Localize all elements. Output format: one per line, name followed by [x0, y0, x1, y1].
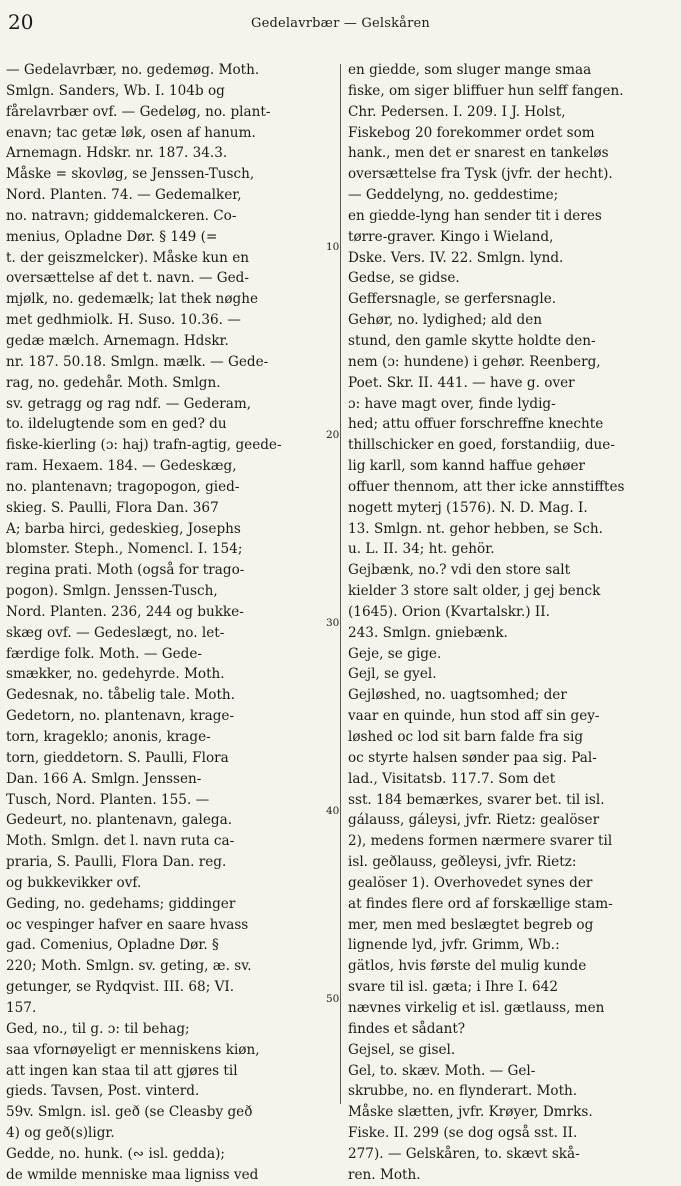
- text-line: Fiskebog 20 forekommer ordet som: [348, 124, 595, 141]
- text-line: oversættelse fra Tysk (jvfr. der hecht).: [348, 166, 613, 183]
- text-line: en giedde-lyng han sender tit i deres: [348, 207, 602, 224]
- text-line: 157.: [6, 999, 37, 1016]
- text-line: no. plantenavn; tragopogon, gied-: [6, 478, 240, 495]
- right-column: [348, 60, 670, 1186]
- text-line: blomster. Steph., Nomencl. I. 154;: [6, 541, 243, 558]
- text-line: en giedde, som sluger mange smaa: [348, 62, 592, 78]
- text-line: Tusch, Nord. Planten. 155. —: [6, 791, 210, 808]
- text-line: Ged, no., til g. ɔ: til behag;: [6, 1020, 190, 1037]
- text-line: u. L. II. 34; ht. gehör.: [348, 541, 495, 558]
- running-head: Gedelavrbær — Gelskåren: [251, 16, 430, 31]
- text-line: ram. Hexaem. 184. — Gedeskæg,: [6, 458, 237, 475]
- text-line: pogon). Smlgn. Jenssen-Tusch,: [6, 583, 218, 600]
- text-line: gedæ mælch. Arnemagn. Hdskr.: [6, 332, 229, 349]
- text-line: — Gedelavrbær, no. gedemøg. Moth.: [6, 62, 260, 78]
- text-line: Nord. Planten. 74. — Gedemalker,: [6, 187, 242, 204]
- page-number: 20: [8, 10, 34, 34]
- text-line: hank., men det er snarest en tankeløs: [348, 145, 609, 162]
- text-line: thillschicker en goed, forstandiig, due-: [348, 437, 615, 454]
- text-line: skieg. S. Paulli, Flora Dan. 367: [6, 499, 219, 516]
- text-line: kielder 3 store salt older, j gej benck: [348, 583, 601, 600]
- text-line: mer, men med beslægtet begreb og: [348, 916, 594, 933]
- text-line: sst. 184 bemærkes, svarer bet. til isl.: [348, 791, 605, 808]
- text-line: Geje, se gige.: [348, 645, 442, 662]
- text-line: Moth. Smlgn. det l. navn ruta ca-: [6, 833, 235, 850]
- text-line: A; barba hirci, gedeskieg, Josephs: [6, 520, 241, 537]
- text-line: sv. getragg og rag ndf. — Gederam,: [6, 395, 252, 412]
- text-line: fiske, om siger bliffuer hun selff fangen.: [348, 82, 624, 99]
- text-line: løshed oc lod sit barn falde fra sig: [348, 729, 584, 745]
- text-line: isl. geðlauss, geðleysi, jvfr. Rietz:: [348, 854, 577, 871]
- text-line: — Geddelyng, no. geddestime;: [348, 187, 559, 204]
- text-line: svare til isl. gæta; i Ihre I. 642: [348, 979, 558, 996]
- text-line: Gejsel, se gisel.: [348, 1041, 456, 1058]
- text-line: tørre-graver. Kingo i Wieland,: [348, 228, 554, 245]
- line-number: 10: [326, 241, 340, 253]
- text-line: Gejløshed, no. uagtsomhed; der: [348, 687, 567, 704]
- text-line: menius, Opladne Dør. § 149 (=: [6, 228, 218, 245]
- text-line: Gedse, se gidse.: [348, 270, 460, 287]
- text-line: 2), medens formen nærmere svarer til: [348, 833, 613, 850]
- line-number: 50: [326, 993, 340, 1005]
- text-line: Geffersnagle, se gerfersnagle.: [348, 291, 557, 308]
- line-number: 30: [326, 617, 340, 629]
- text-line: Gedde, no. hunk. (∾ isl. gedda);: [6, 1145, 225, 1162]
- text-line: færdige folk. Moth. — Gede-: [6, 645, 202, 662]
- text-line: 220; Moth. Smlgn. sv. geting, æ. sv.: [6, 958, 252, 975]
- text-line: 277). — Gelskåren, to. skævt skå-: [348, 1145, 580, 1162]
- text-line: oc vespinger hafver en saare hvass: [6, 916, 249, 933]
- text-line: Gedeurt, no. plantenavn, galega.: [6, 812, 233, 829]
- text-line: 13. Smlgn. nt. gehor hebben, se Sch.: [348, 520, 603, 537]
- text-line: oc styrte halsen sønder paa sig. Pal-: [348, 749, 597, 766]
- text-line: smækker, no. gedehyrde. Moth.: [6, 666, 225, 683]
- text-line: fårelavrbær ovf. — Gedeløg, no. plant-: [6, 103, 271, 120]
- text-line: 243. Smlgn. gniebænk.: [348, 624, 508, 641]
- text-line: skrubbe, no. en flynderart. Moth.: [348, 1083, 578, 1100]
- text-line: vaar en quinde, hun stod aff sin gey-: [348, 708, 600, 725]
- text-line: og bukkevikker ovf.: [6, 874, 142, 891]
- text-line: gätlos, hvis første del mulig kunde: [348, 958, 587, 975]
- text-line: offuer thennom, att ther icke annstifftes: [348, 478, 625, 495]
- text-line: lad., Visitatsb. 117.7. Som det: [348, 770, 556, 787]
- text-line: Gedesnak, no. tåbelig tale. Moth.: [6, 687, 235, 704]
- text-line: nogett myterj (1576). N. D. Mag. I.: [348, 499, 588, 516]
- text-line: at findes flere ord af forskællige stam-: [348, 895, 613, 912]
- text-line: Dan. 166 A. Smlgn. Jenssen-: [6, 770, 202, 787]
- text-line: torn, krageklo; anonis, krage-: [6, 729, 211, 745]
- text-line: Nord. Planten. 236, 244 og bukke-: [6, 603, 244, 620]
- text-line: Poet. Skr. II. 441. — have g. over: [348, 374, 575, 391]
- text-line: (1645). Orion (Kvartalskr.) II.: [348, 603, 550, 620]
- text-line: 4) og geð(s)ligr.: [6, 1125, 115, 1142]
- text-line: saa vfornøyeligt er menniskens kiøn,: [6, 1041, 260, 1058]
- text-line: Geding, no. gedehams; giddinger: [6, 895, 236, 912]
- text-line: hed; attu offuer forschreffne knechte: [348, 416, 604, 433]
- text-line: Fiske. II. 299 (se dog også sst. II.: [348, 1125, 578, 1142]
- text-line: oversættelse af det t. navn. — Ged-: [6, 270, 249, 287]
- text-line: Måske = skovløg, se Jenssen-Tusch,: [6, 166, 255, 183]
- text-line: Dske. Vers. IV. 22. Smlgn. lynd.: [348, 249, 564, 266]
- text-line: getunger, se Rydqvist. III. 68; VI.: [6, 979, 235, 996]
- text-line: Gejbænk, no.? vdi den store salt: [348, 562, 571, 579]
- text-line: fiske-kierling (ɔ: haj) trafn-agtig, geede-: [6, 437, 282, 454]
- text-line: att ingen kan staa til att gjøres til: [6, 1062, 238, 1079]
- text-line: to. ildelugtende som en ged? du: [6, 416, 227, 433]
- line-number: 40: [326, 805, 340, 817]
- text-line: enavn; tac getæ løk, osen af hanum.: [6, 124, 256, 141]
- text-line: Gedetorn, no. plantenavn, krage-: [6, 708, 235, 725]
- text-line: gieds. Tavsen, Post. vinterd.: [6, 1083, 200, 1100]
- text-line: skæg ovf. — Gedeslægt, no. let-: [6, 624, 225, 641]
- text-line: gálauss, gáleysi, jvfr. Rietz: gealöser: [348, 812, 600, 829]
- text-line: praria, S. Paulli, Flora Dan. reg.: [6, 854, 227, 871]
- text-line: lig karll, som kannd haffue gehøer: [348, 458, 586, 475]
- text-line: Gel, to. skæv. Moth. — Gel-: [348, 1062, 536, 1079]
- text-line: met gedhmiolk. H. Suso. 10.36. —: [6, 312, 241, 329]
- text-line: gad. Comenius, Opladne Dør. §: [6, 937, 219, 954]
- text-line: nr. 187. 50.18. Smlgn. mælk. — Gede-: [6, 353, 269, 370]
- text-line: nævnes virkelig et isl. gætlauss, men: [348, 999, 605, 1016]
- text-line: Gehør, no. lydighed; ald den: [348, 312, 542, 329]
- text-line: t. der geiszmelcker). Måske kun en: [6, 249, 249, 266]
- text-line: lignende lyd, jvfr. Grimm, Wb.:: [348, 937, 560, 954]
- text-line: nem (ɔ: hundene) i gehør. Reenberg,: [348, 353, 601, 370]
- text-line: ren. Moth.: [348, 1166, 421, 1183]
- left-column: [6, 60, 332, 1186]
- text-line: Arnemagn. Hdskr. nr. 187. 34.3.: [6, 145, 228, 162]
- text-line: no. natravn; giddemalckeren. Co-: [6, 207, 237, 224]
- text-line: Smlgn. Sanders, Wb. I. 104b og: [6, 82, 225, 99]
- text-line: Måske slætten, jvfr. Krøyer, Dmrks.: [348, 1104, 593, 1121]
- column-divider: [340, 64, 341, 1104]
- text-line: mjølk, no. gedemælk; lat thek nøghe: [6, 291, 259, 308]
- text-line: gealöser 1). Overhovedet synes der: [348, 874, 593, 891]
- text-line: stund, den gamle skytte holdte den-: [348, 332, 596, 349]
- text-line: regina prati. Moth (også for trago-: [6, 562, 245, 579]
- text-line: 59v. Smlgn. isl. geð (se Cleasby geð: [6, 1104, 253, 1121]
- text-line: de wmilde menniske maa ligniss ved: [6, 1166, 259, 1183]
- text-line: findes et sådant?: [348, 1020, 466, 1037]
- text-line: rag, no. gedehår. Moth. Smlgn.: [6, 374, 221, 391]
- line-number: 20: [326, 429, 340, 441]
- text-line: torn, gieddetorn. S. Paulli, Flora: [6, 749, 229, 766]
- text-line: Gejl, se gyel.: [348, 666, 437, 683]
- text-line: ɔ: have magt over, finde lydig-: [348, 395, 556, 412]
- text-line: Chr. Pedersen. I. 209. I J. Holst,: [348, 103, 566, 120]
